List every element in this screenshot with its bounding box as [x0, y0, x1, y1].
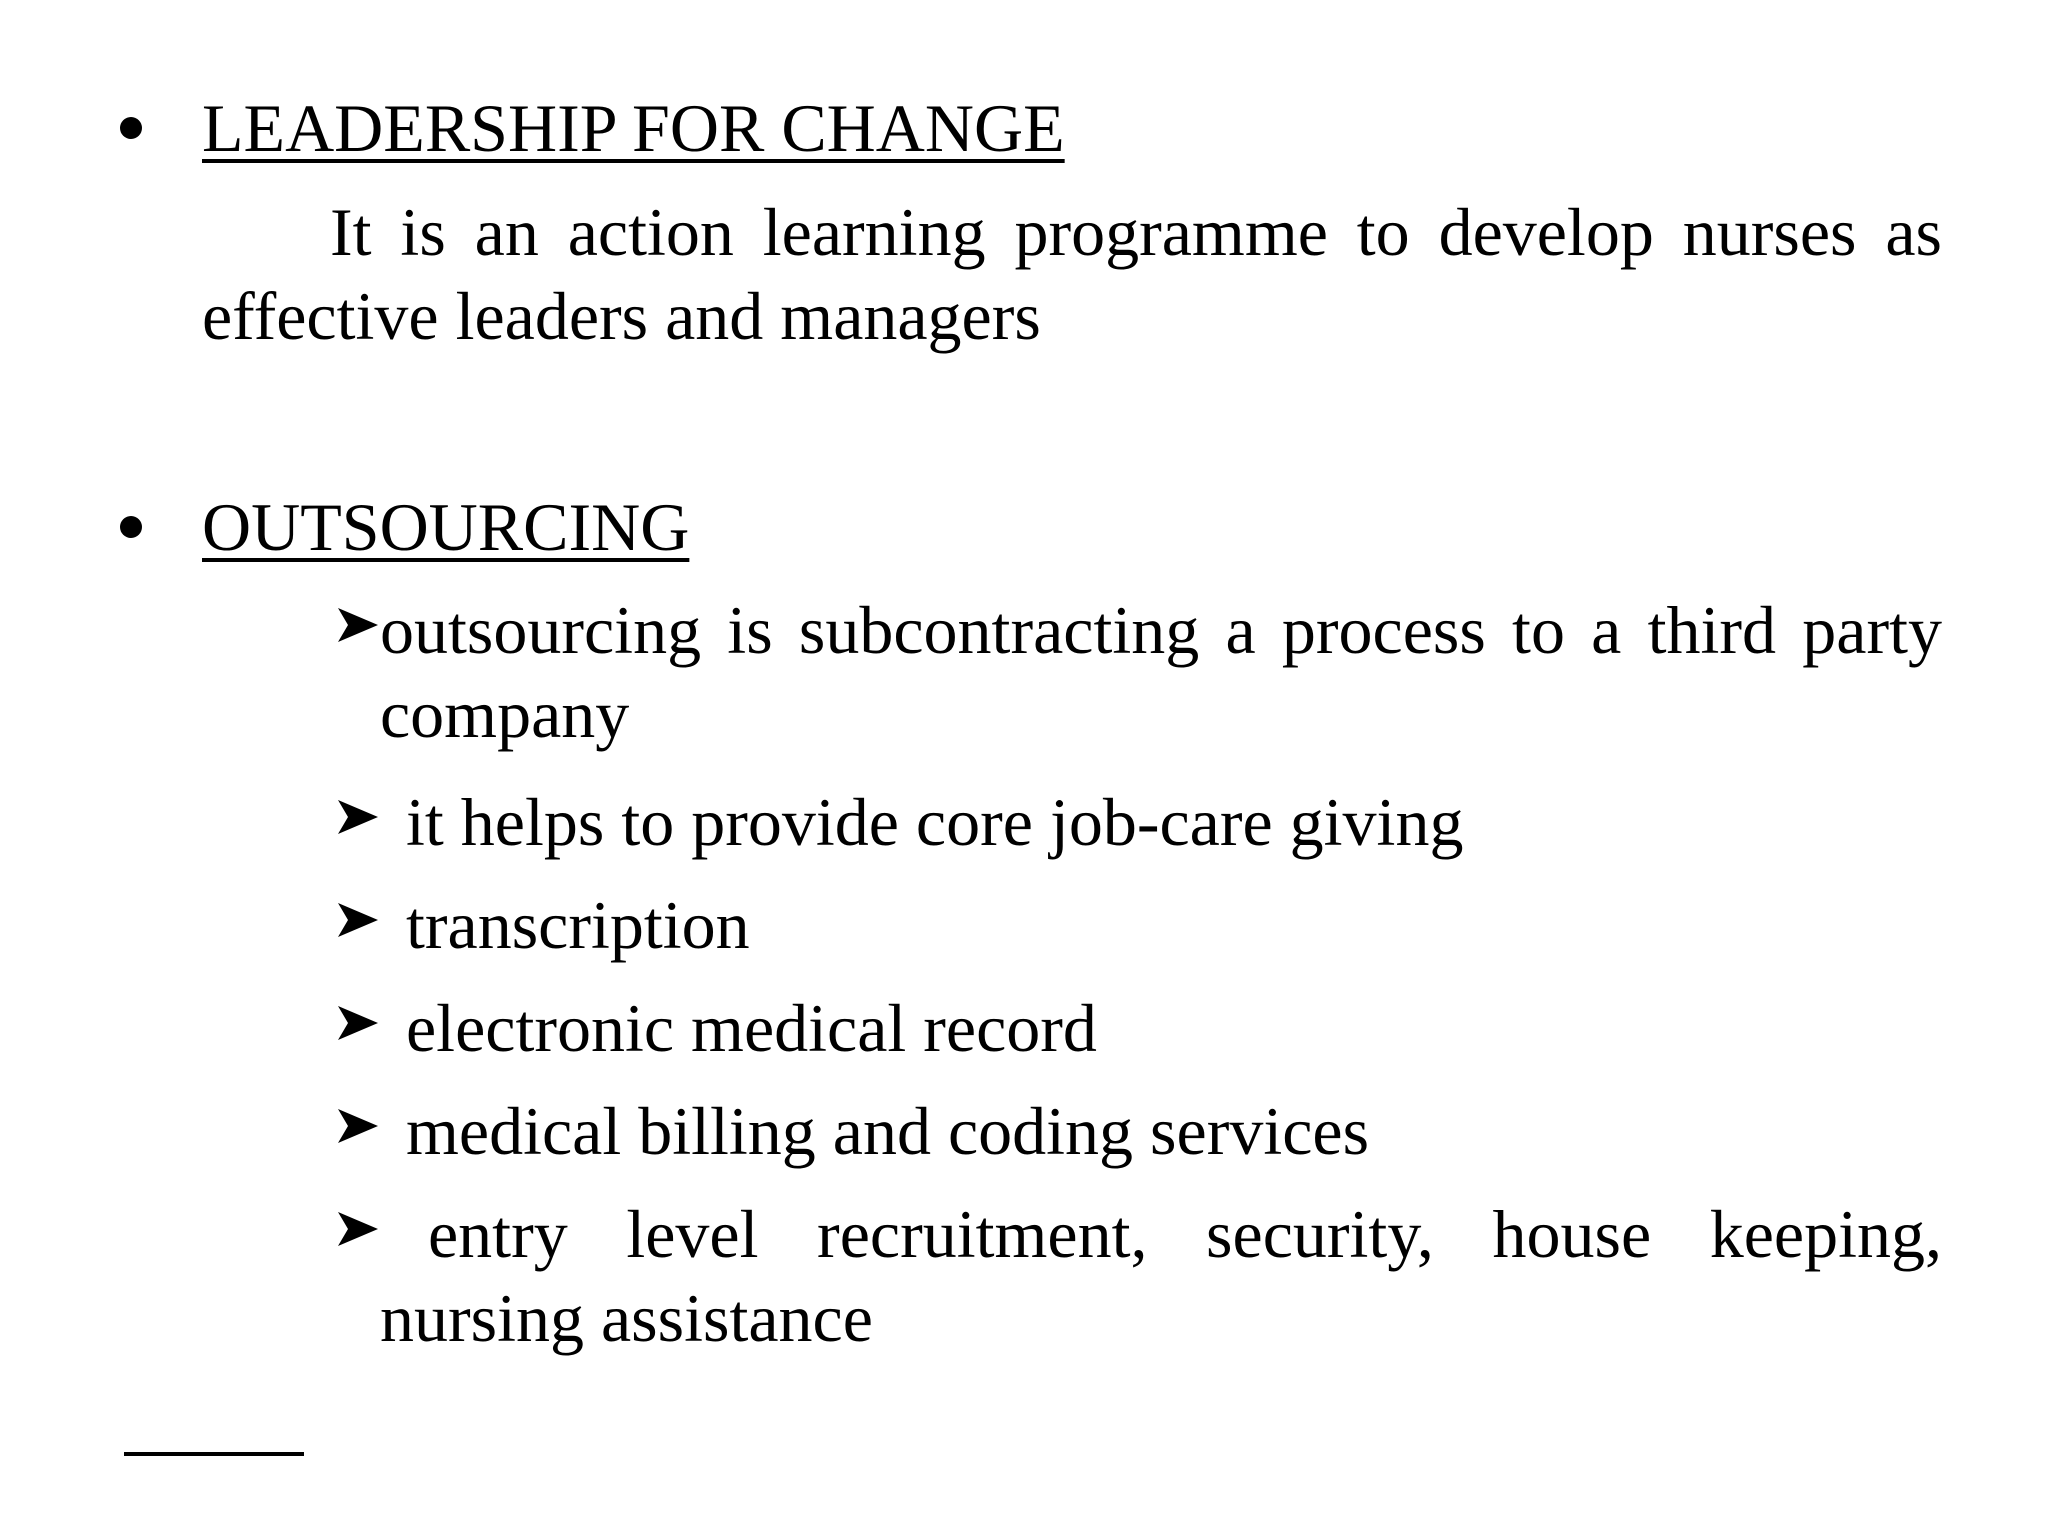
arrowhead-bullet-icon	[334, 1206, 380, 1252]
list-item	[334, 986, 1942, 1070]
bullet-dot-icon	[120, 117, 142, 139]
arrowhead-bullet-icon	[334, 1103, 380, 1149]
section-body-leadership	[202, 190, 1942, 358]
list-item	[334, 588, 1942, 756]
list-item-text: outsourcing is subcontracting a process to a third party company	[380, 592, 1942, 752]
list-item	[334, 1192, 1942, 1360]
section-heading-outsourcing: OUTSOURCING	[202, 489, 690, 565]
arrowhead-bullet-icon	[334, 794, 380, 840]
section-body-text: It is an action learning programme to develop nurses as effective leaders and managers	[202, 194, 1942, 354]
list-item-text: transcription	[406, 887, 750, 963]
list-item-text: it helps to provide core job-care giving	[406, 784, 1464, 860]
footer-rule	[124, 1452, 304, 1456]
arrowhead-bullet-icon	[334, 1000, 380, 1046]
bullet-dot-icon	[120, 516, 142, 538]
list-item-text: medical billing and coding services	[406, 1093, 1370, 1169]
section-heading-leadership: LEADERSHIP FOR CHANGE	[202, 90, 1065, 166]
list-item	[334, 1089, 1942, 1173]
list-item	[334, 780, 1942, 864]
list-item-text: electronic medical record	[406, 990, 1097, 1066]
list-item-text: entry level recruitment, security, house keeping, nursing assistance	[380, 1196, 1942, 1356]
arrowhead-bullet-icon	[334, 602, 380, 648]
arrowhead-bullet-icon	[334, 897, 380, 943]
list-item	[334, 883, 1942, 967]
